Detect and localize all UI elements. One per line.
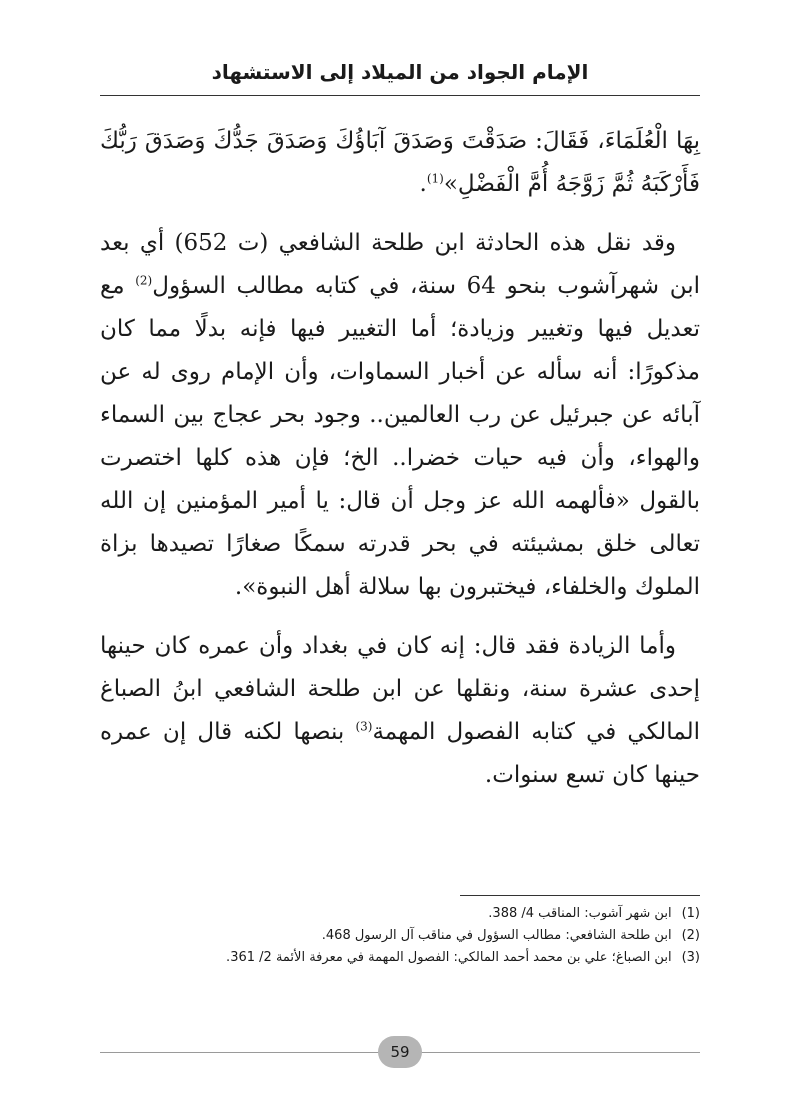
quote-text: بِهَا الْعُلَمَاءَ، فَقَالَ: صَدَقْتَ وَصَدَقَ آبَاؤُكَ وَصَدَقَ جَدُّكَ وَصَدَقَ رَبُّكَ فَأَرْكَبَهُ ثُمَّ زَوَّجَهُ أُمَّ الْفَضْلِ» (100, 128, 700, 197)
footnote-number: (2) (681, 928, 700, 943)
footnote-number: (3) (681, 950, 700, 965)
footnote-text: ابن طلحة الشافعي: مطالب السؤول في مناقب آل الرسول 468. (321, 928, 672, 943)
paragraph-2-part1: وقد نقل هذه الحادثة ابن طلحة الشافعي (ت 652) أي بعد ابن شهرآشوب بنحو 64 سنة، في كتابه مطالب السؤول (100, 230, 700, 299)
footnote-number: (1) (681, 906, 700, 921)
footnote-divider (460, 895, 700, 896)
footnote-text: ابن الصباغ؛ علي بن محمد أحمد المالكي: الفصول المهمة في معرفة الأئمة 2/ 361. (226, 950, 672, 965)
footnote-2 (100, 925, 700, 947)
footnotes (100, 903, 700, 969)
footnote-ref-3[interactable]: (3) (355, 719, 373, 734)
paragraph-3-part2: بنصها لكنه قال إن عمره حينها كان تسع سنوات. (100, 719, 700, 788)
main-text (100, 120, 700, 813)
running-header: الإمام الجواد من الميلاد إلى الاستشهاد (211, 60, 589, 84)
footnote-ref-2[interactable]: (2) (135, 273, 153, 288)
quote-paragraph (100, 120, 700, 206)
footnote-ref-1[interactable]: (1) (426, 171, 444, 186)
quote-end: . (419, 171, 427, 197)
paragraph-2 (100, 222, 700, 609)
footnote-3 (100, 947, 700, 969)
footnote-text: ابن شهر آشوب: المناقب 4/ 388. (488, 906, 672, 921)
paragraph-2-part2: مع تعديل فيها وتغيير وزيادة؛ أما التغيير فيها فإنه بدلًا مما كان مذكورًا: أنه سأله عن أخبار السماوات، وأن الإمام روى له عن آبائه عن جبرئيل عن رب العالمين.. وجود بحر عجاج بين السماء والهواء، وأن فيه حيات خضرا.. الخ؛ فإن هذه كلها اختصرت بالقول «فألهمه الله عز وجل أن قال: يا أمير المؤمنين إن الله تعالى خلق بمشيئته في بحر قدرته سمكًا صغارًا تصيدها بزاة الملوك والخلفاء، فيختبرون بها سلالة أهل النبوة». (100, 273, 700, 600)
paragraph-3 (100, 625, 700, 797)
footnote-1 (100, 903, 700, 925)
header-divider (100, 95, 700, 96)
paragraph-3-part1: وأما الزيادة فقد قال: إنه كان في بغداد وأن عمره كان حينها إحدى عشرة سنة، ونقلها عن ابن طلحة الشافعي ابنُ الصباغ المالكي في كتابه الفصول المهمة (100, 633, 700, 745)
page-number: 59 (378, 1036, 422, 1068)
